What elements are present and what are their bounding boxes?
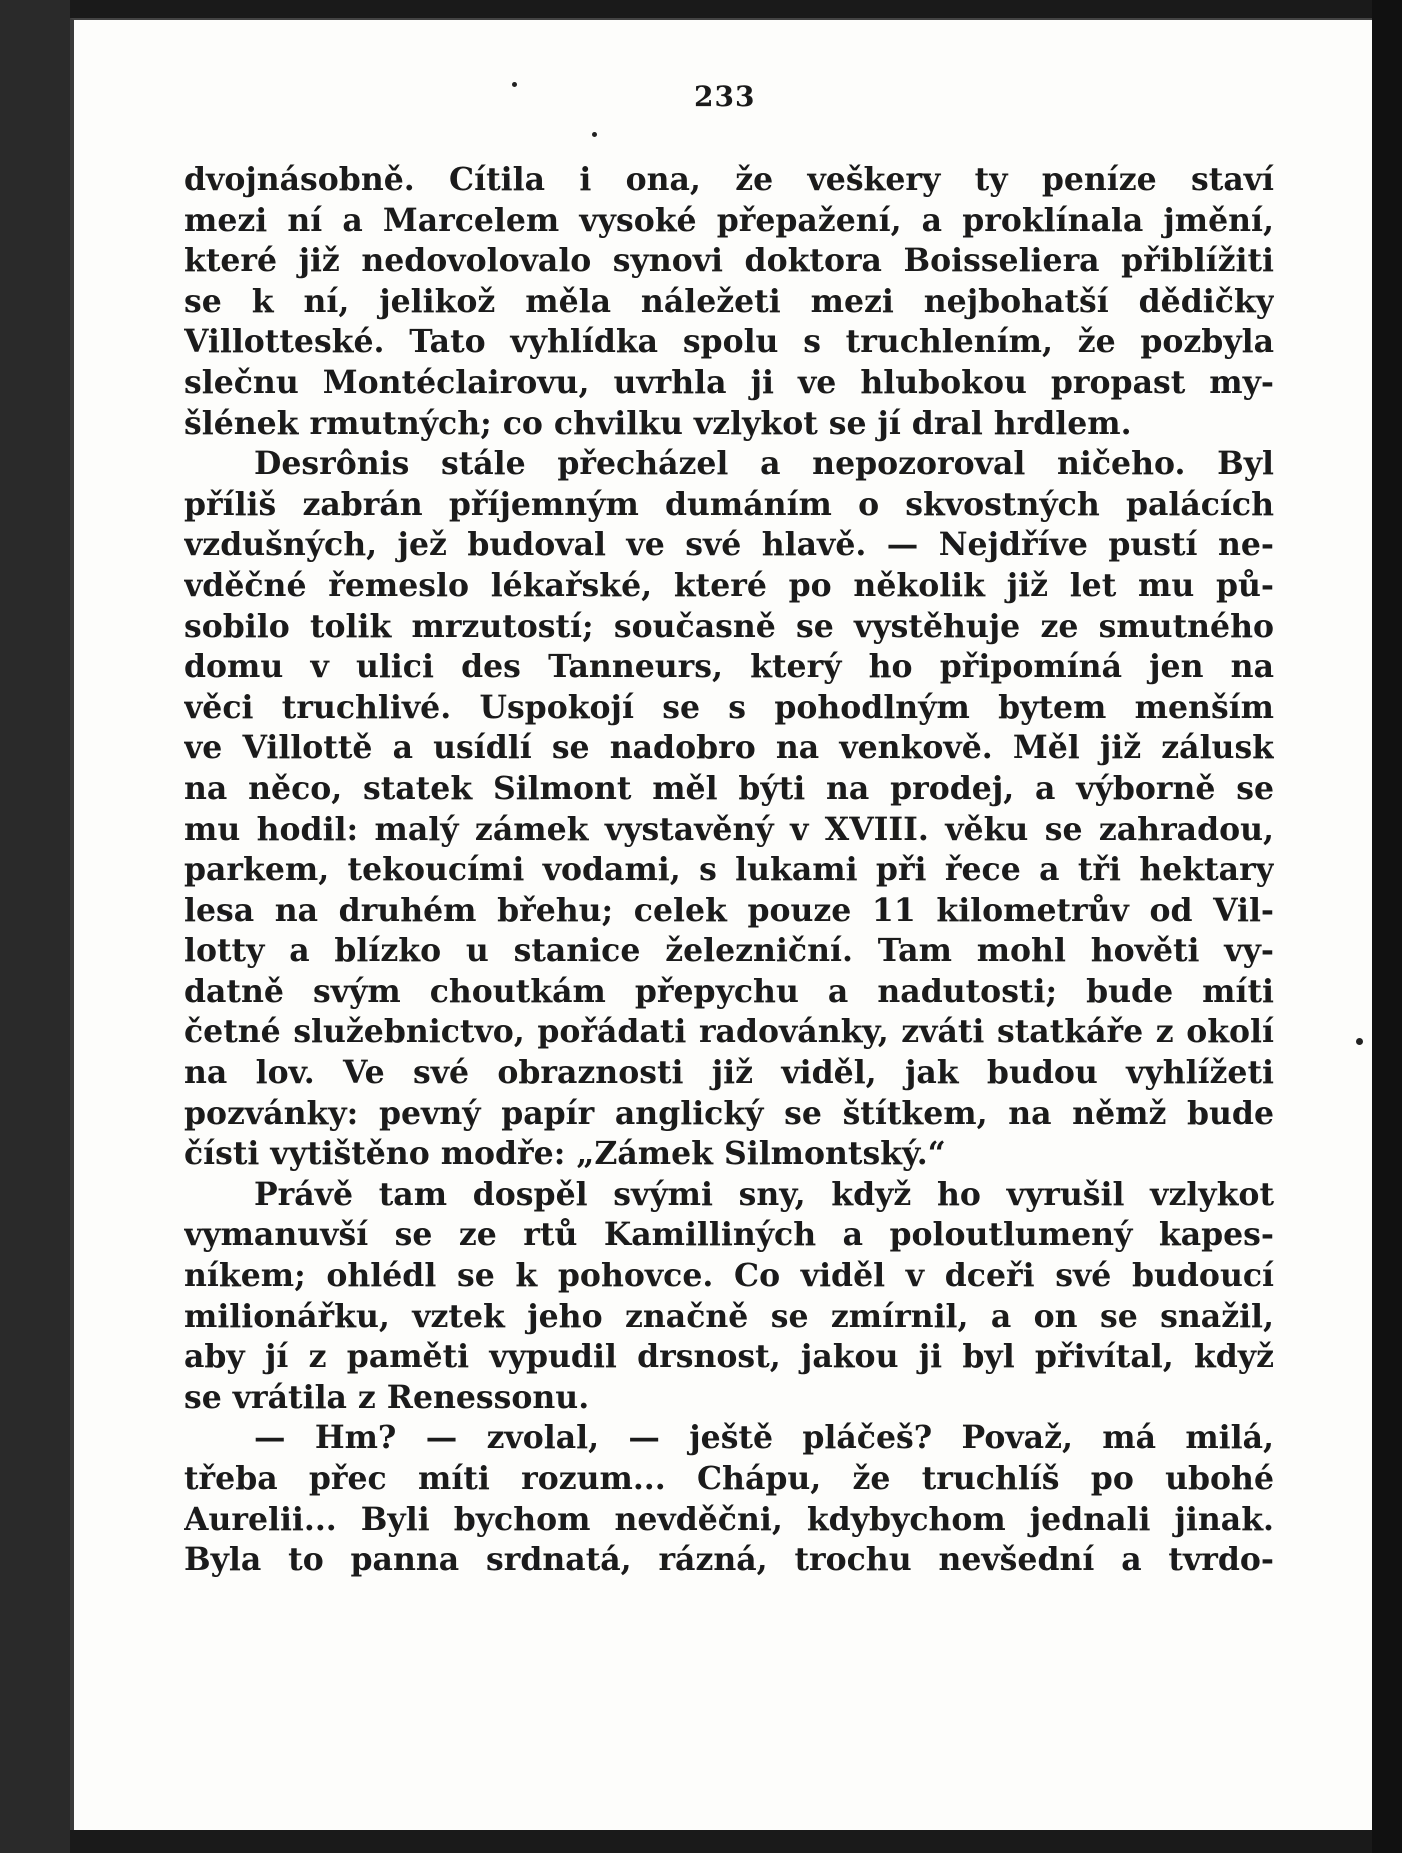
text-line: třeba přec míti rozum... Chápu, že truchlíš po ubohé — [184, 1460, 1274, 1497]
text-line: Byla to panna srdnatá, rázná, trochu nevšední a tvrdo- — [184, 1541, 1274, 1579]
text-line: datně svým choutkám přepychu a nadutosti; bude míti — [184, 972, 1274, 1010]
text-line: Villotteské. Tato vyhlídka spolu s truchlením, že pozbyla — [184, 323, 1274, 361]
scan-speck — [512, 82, 517, 87]
text-line: sobilo tolik mrzutostí; současně se vystěhuje ze smutného — [184, 607, 1274, 645]
text-line: níkem; ohlédl se k pohovce. Co viděl v dceři své budoucí — [184, 1257, 1274, 1295]
text-line: dvojnásobně. Cítila i ona, že veškery ty peníze staví — [184, 161, 1274, 198]
text-line: mezi ní a Marcelem vysoké přepažení, a proklínala jmění, — [184, 201, 1274, 239]
book-page — [70, 18, 1374, 1830]
text-line: které již nedovolovalo synovi doktora Boisseliera přiblížiti — [184, 242, 1274, 280]
scan-right-edge — [1372, 0, 1402, 1853]
text-line: se vrátila z Renessonu. — [184, 1378, 590, 1416]
scan-speck — [592, 132, 597, 137]
text-line: čísti vytištěno modře: „Zámek Silmontský.“ — [184, 1135, 946, 1173]
text-line: na něco, statek Silmont měl býti na prodej, a výborně se — [184, 769, 1274, 807]
text-line: domu v ulici des Tanneurs, který ho připomíná jen na — [184, 648, 1274, 686]
text-line: vděčné řemeslo lékařské, které po několik již let mu pů- — [184, 566, 1274, 604]
text-line: aby jí z paměti vypudil drsnost, jakou ji byl přivítal, když — [184, 1338, 1274, 1376]
text-line: šlének rmutných; co chvilku vzlykot se jí dral hrdlem. — [184, 404, 1132, 442]
text-line: ve Villottě a usídlí se nadobro na venkově. Měl již zálusk — [184, 729, 1274, 767]
body-text — [184, 160, 1274, 1581]
text-line: mu hodil: malý zámek vystavěný v XVIII. věku se zahradou, — [184, 810, 1274, 848]
page-number: 233 — [694, 80, 756, 113]
text-line: Desrônis stále přecházel a nepozoroval ničeho. Byl — [254, 445, 1274, 483]
text-line: se k ní, jelikož měla náležeti mezi nejbohatší dědičky — [184, 282, 1274, 320]
text-line: milionářku, vztek jeho značně se zmírnil, a on se snažil, — [184, 1297, 1274, 1335]
text-line: — Hm? — zvolal, — ještě pláčeš? Považ, má milá, — [254, 1419, 1274, 1457]
scan-speck — [1356, 1038, 1363, 1045]
text-line: četné služebnictvo, pořádati radovánky, zváti statkáře z okolí — [184, 1013, 1274, 1051]
text-line: parkem, tekoucími vodami, s lukami při řece a tři hektary — [184, 851, 1274, 889]
text-line: vymanuvší se ze rtů Kamilliných a poloutlumený kapes- — [184, 1216, 1274, 1254]
text-line: slečnu Montéclairovu, uvrhla ji ve hlubokou propast my- — [184, 363, 1274, 401]
text-line: příliš zabrán příjemným dumáním o skvostných palácích — [184, 485, 1274, 523]
text-line: lesa na druhém břehu; celek pouze 11 kilometrův od Vil- — [184, 891, 1274, 929]
text-line: Aurelii... Byli bychom nevděčni, kdybychom jednali jinak. — [184, 1500, 1274, 1538]
text-line: vzdušných, jež budoval ve své hlavě. — Nejdříve pustí ne- — [184, 526, 1274, 564]
text-line: na lov. Ve své obraznosti již viděl, jak budou vyhlížeti — [184, 1054, 1274, 1092]
scan-left-margin — [0, 0, 70, 1853]
text-line: lotty a blízko u stanice železniční. Tam mohl hověti vy- — [184, 932, 1274, 970]
text-line: pozvánky: pevný papír anglický se štítkem, na němž bude — [184, 1094, 1274, 1132]
text-line: věci truchlivé. Uspokojí se s pohodlným bytem menším — [184, 688, 1274, 726]
text-line: Právě tam dospěl svými sny, když ho vyrušil vzlykot — [254, 1175, 1274, 1213]
